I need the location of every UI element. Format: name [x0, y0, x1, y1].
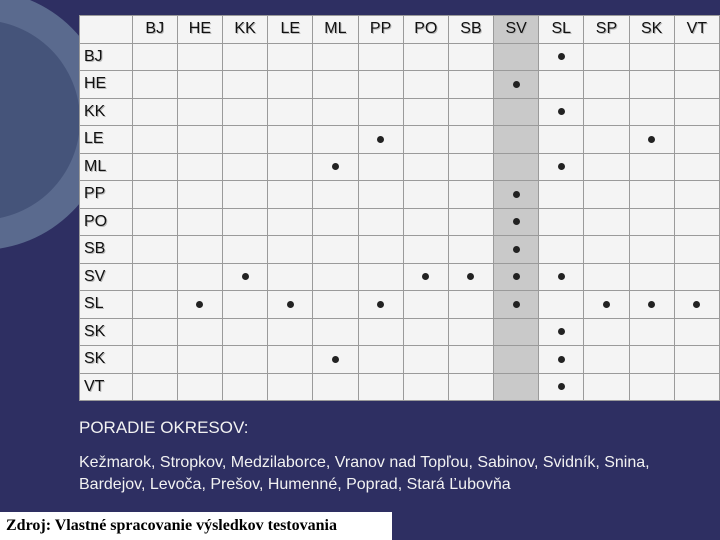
matrix-cell [584, 71, 629, 99]
mark-dot [242, 273, 249, 280]
matrix-cell [268, 153, 313, 181]
column-header-le: LE [268, 16, 313, 44]
matrix-cell [177, 126, 222, 154]
matrix-cell [403, 98, 448, 126]
row-header: SK [80, 346, 133, 374]
matrix-cell [313, 43, 358, 71]
matrix-row [80, 373, 720, 401]
column-header-bj: BJ [132, 16, 177, 44]
matrix-cell [403, 126, 448, 154]
column-header-sp: SP [584, 16, 629, 44]
matrix-cell [448, 208, 493, 236]
matrix-cell [403, 263, 448, 291]
matrix-cell [177, 98, 222, 126]
matrix-row [80, 263, 720, 291]
matrix-cell [539, 181, 584, 209]
matrix-cell [177, 263, 222, 291]
matrix-cell [494, 373, 539, 401]
matrix-corner-cell [80, 16, 133, 44]
matrix-cell [313, 291, 358, 319]
matrix-cell [268, 126, 313, 154]
column-header-he: HE [177, 16, 222, 44]
matrix-row [80, 208, 720, 236]
matrix-cell [629, 153, 674, 181]
mark-dot [513, 246, 520, 253]
source-caption: Zdroj: Vlastné spracovanie výsledkov testovania [0, 512, 392, 540]
matrix-cell [448, 346, 493, 374]
matrix-cell [629, 208, 674, 236]
mark-dot [513, 218, 520, 225]
matrix-row [80, 98, 720, 126]
mark-dot [648, 301, 655, 308]
row-header: HE [80, 71, 133, 99]
matrix-cell [132, 236, 177, 264]
matrix-cell [268, 318, 313, 346]
matrix-cell [177, 373, 222, 401]
matrix-cell [584, 43, 629, 71]
matrix-cell [268, 71, 313, 99]
mark-dot [603, 301, 610, 308]
column-header-pp: PP [358, 16, 403, 44]
matrix-cell [132, 291, 177, 319]
matrix-cell [177, 43, 222, 71]
matrix-cell [629, 43, 674, 71]
matrix-cell [177, 153, 222, 181]
order-text: Kežmarok, Stropkov, Medzilaborce, Vranov nad Topľou, Sabinov, Svidník, Snina, Bardejov, Levoča, Prešov, Humenné, Poprad, Stará Ľubovňa [79, 454, 650, 493]
matrix-cell [674, 98, 719, 126]
matrix-cell [629, 98, 674, 126]
matrix-header-row [80, 16, 720, 44]
matrix-cell [222, 126, 267, 154]
matrix-cell [358, 346, 403, 374]
matrix-cell [358, 291, 403, 319]
matrix-cell [494, 291, 539, 319]
matrix-cell [448, 71, 493, 99]
matrix-cell [313, 153, 358, 181]
matrix-cell [629, 318, 674, 346]
mark-dot [648, 136, 655, 143]
matrix-cell [584, 181, 629, 209]
matrix-cell [539, 263, 584, 291]
matrix-cell [132, 181, 177, 209]
mark-dot [513, 301, 520, 308]
matrix-cell [674, 236, 719, 264]
matrix-cell [358, 98, 403, 126]
row-header: PO [80, 208, 133, 236]
matrix-cell [448, 181, 493, 209]
matrix-cell [539, 208, 584, 236]
matrix-cell [268, 43, 313, 71]
matrix-cell [539, 71, 584, 99]
matrix-cell [132, 346, 177, 374]
matrix-cell [494, 71, 539, 99]
matrix-cell [222, 318, 267, 346]
matrix-cell [448, 43, 493, 71]
matrix-cell [584, 208, 629, 236]
row-header: KK [80, 98, 133, 126]
matrix-row [80, 126, 720, 154]
column-header-ml: ML [313, 16, 358, 44]
matrix-row [80, 318, 720, 346]
mark-dot [196, 301, 203, 308]
matrix-cell [268, 236, 313, 264]
matrix-cell [539, 43, 584, 71]
matrix-cell [674, 153, 719, 181]
matrix-cell [674, 208, 719, 236]
matrix-cell [268, 346, 313, 374]
matrix-cell [448, 153, 493, 181]
matrix-cell [132, 153, 177, 181]
row-header: LE [80, 126, 133, 154]
matrix-cell [222, 263, 267, 291]
mark-dot [513, 273, 520, 280]
matrix-cell [358, 126, 403, 154]
mark-dot [332, 163, 339, 170]
matrix-cell [177, 346, 222, 374]
matrix-cell [132, 71, 177, 99]
matrix-row [80, 43, 720, 71]
matrix-cell [539, 126, 584, 154]
mark-dot [693, 301, 700, 308]
matrix-cell [494, 263, 539, 291]
column-header-sb: SB [448, 16, 493, 44]
matrix-cell [494, 208, 539, 236]
matrix-cell [584, 291, 629, 319]
matrix-cell [132, 208, 177, 236]
matrix-cell [222, 236, 267, 264]
matrix-cell [539, 346, 584, 374]
matrix-cell [358, 181, 403, 209]
matrix-cell [313, 373, 358, 401]
matrix-row [80, 153, 720, 181]
matrix-cell [629, 236, 674, 264]
matrix-cell [674, 373, 719, 401]
matrix-cell [584, 346, 629, 374]
matrix-cell [313, 263, 358, 291]
matrix-cell [494, 153, 539, 181]
matrix-cell [313, 346, 358, 374]
mark-dot [422, 273, 429, 280]
matrix-cell [358, 263, 403, 291]
matrix-cell [584, 153, 629, 181]
mark-dot [558, 383, 565, 390]
matrix-cell [494, 346, 539, 374]
matrix-cell [403, 181, 448, 209]
matrix-cell [403, 71, 448, 99]
mark-dot [558, 163, 565, 170]
row-header: SK [80, 318, 133, 346]
matrix-cell [222, 346, 267, 374]
matrix-cell [629, 263, 674, 291]
matrix-cell [494, 236, 539, 264]
mark-dot [558, 273, 565, 280]
matrix-cell [222, 208, 267, 236]
matrix-cell [313, 208, 358, 236]
matrix-cell [674, 291, 719, 319]
matrix-cell [313, 236, 358, 264]
matrix-row [80, 236, 720, 264]
matrix-row [80, 71, 720, 99]
row-header: BJ [80, 43, 133, 71]
matrix-cell [268, 263, 313, 291]
matrix-cell [222, 373, 267, 401]
row-header: SL [80, 291, 133, 319]
matrix-cell [539, 153, 584, 181]
matrix-cell [448, 291, 493, 319]
mark-dot [558, 328, 565, 335]
matrix-cell [629, 346, 674, 374]
matrix-cell [313, 318, 358, 346]
matrix-cell [584, 263, 629, 291]
matrix-cell [222, 98, 267, 126]
row-header: SB [80, 236, 133, 264]
matrix-row [80, 346, 720, 374]
matrix-cell [177, 291, 222, 319]
mark-dot [377, 301, 384, 308]
matrix-cell [268, 208, 313, 236]
mark-dot [558, 356, 565, 363]
matrix-cell [674, 126, 719, 154]
matrix-cell [629, 373, 674, 401]
matrix-cell [674, 318, 719, 346]
matrix-cell [177, 208, 222, 236]
column-header-sk: SK [629, 16, 674, 44]
matrix-cell [268, 181, 313, 209]
matrix-cell [494, 126, 539, 154]
mark-dot [513, 191, 520, 198]
mark-dot [513, 81, 520, 88]
matrix-cell [403, 291, 448, 319]
matrix-row [80, 291, 720, 319]
matrix-cell [222, 181, 267, 209]
matrix-cell [132, 318, 177, 346]
matrix-cell [584, 236, 629, 264]
matrix-cell [313, 126, 358, 154]
matrix-cell [584, 98, 629, 126]
matrix-cell [584, 373, 629, 401]
matrix-cell [132, 43, 177, 71]
matrix-cell [674, 263, 719, 291]
matrix-cell [448, 373, 493, 401]
matrix-cell [403, 346, 448, 374]
matrix-cell [358, 153, 403, 181]
column-header-sl: SL [539, 16, 584, 44]
matrix-cell [358, 71, 403, 99]
matrix-cell [403, 208, 448, 236]
mark-dot [287, 301, 294, 308]
matrix-cell [448, 318, 493, 346]
district-matrix-table [79, 15, 720, 401]
matrix-cell [358, 43, 403, 71]
matrix-cell [132, 98, 177, 126]
matrix-cell [539, 318, 584, 346]
mark-dot [332, 356, 339, 363]
row-header: ML [80, 153, 133, 181]
matrix-cell [268, 291, 313, 319]
matrix-cell [539, 236, 584, 264]
matrix-cell [132, 373, 177, 401]
matrix-cell [177, 318, 222, 346]
matrix-cell [448, 126, 493, 154]
matrix-cell [222, 291, 267, 319]
matrix-cell [403, 318, 448, 346]
matrix-cell [629, 71, 674, 99]
matrix-cell [448, 98, 493, 126]
matrix-cell [539, 373, 584, 401]
matrix-cell [222, 153, 267, 181]
mark-dot [558, 53, 565, 60]
matrix-row [80, 181, 720, 209]
row-header: VT [80, 373, 133, 401]
matrix-cell [403, 43, 448, 71]
matrix-cell [358, 236, 403, 264]
matrix-cell [403, 236, 448, 264]
matrix-cell [494, 181, 539, 209]
matrix-cell [268, 98, 313, 126]
matrix-cell [448, 236, 493, 264]
matrix-cell [222, 43, 267, 71]
matrix-cell [629, 291, 674, 319]
column-header-sv: SV [494, 16, 539, 44]
matrix-cell [539, 98, 584, 126]
matrix-cell [403, 153, 448, 181]
matrix-cell [448, 263, 493, 291]
matrix-cell [403, 373, 448, 401]
matrix-cell [584, 318, 629, 346]
matrix-cell [358, 373, 403, 401]
matrix-cell [674, 346, 719, 374]
matrix-cell [539, 291, 584, 319]
matrix-cell [629, 126, 674, 154]
matrix-cell [358, 208, 403, 236]
matrix-cell [494, 98, 539, 126]
matrix-cell [629, 181, 674, 209]
matrix-cell [674, 181, 719, 209]
matrix-cell [674, 71, 719, 99]
matrix-cell [674, 43, 719, 71]
matrix-cell [494, 318, 539, 346]
matrix-cell [313, 98, 358, 126]
matrix-cell [132, 126, 177, 154]
column-header-kk: KK [222, 16, 267, 44]
mark-dot [467, 273, 474, 280]
matrix-cell [177, 236, 222, 264]
row-header: SV [80, 263, 133, 291]
matrix-cell [177, 181, 222, 209]
matrix-cell [177, 71, 222, 99]
matrix-cell [584, 126, 629, 154]
matrix-cell [132, 263, 177, 291]
order-title: PORADIE OKRESOV: [79, 418, 249, 437]
mark-dot [377, 136, 384, 143]
column-header-vt: VT [674, 16, 719, 44]
matrix-cell [268, 373, 313, 401]
matrix-cell [494, 43, 539, 71]
matrix-cell [313, 71, 358, 99]
mark-dot [558, 108, 565, 115]
matrix-cell [313, 181, 358, 209]
matrix-cell [358, 318, 403, 346]
matrix-cell [222, 71, 267, 99]
column-header-po: PO [403, 16, 448, 44]
row-header: PP [80, 181, 133, 209]
